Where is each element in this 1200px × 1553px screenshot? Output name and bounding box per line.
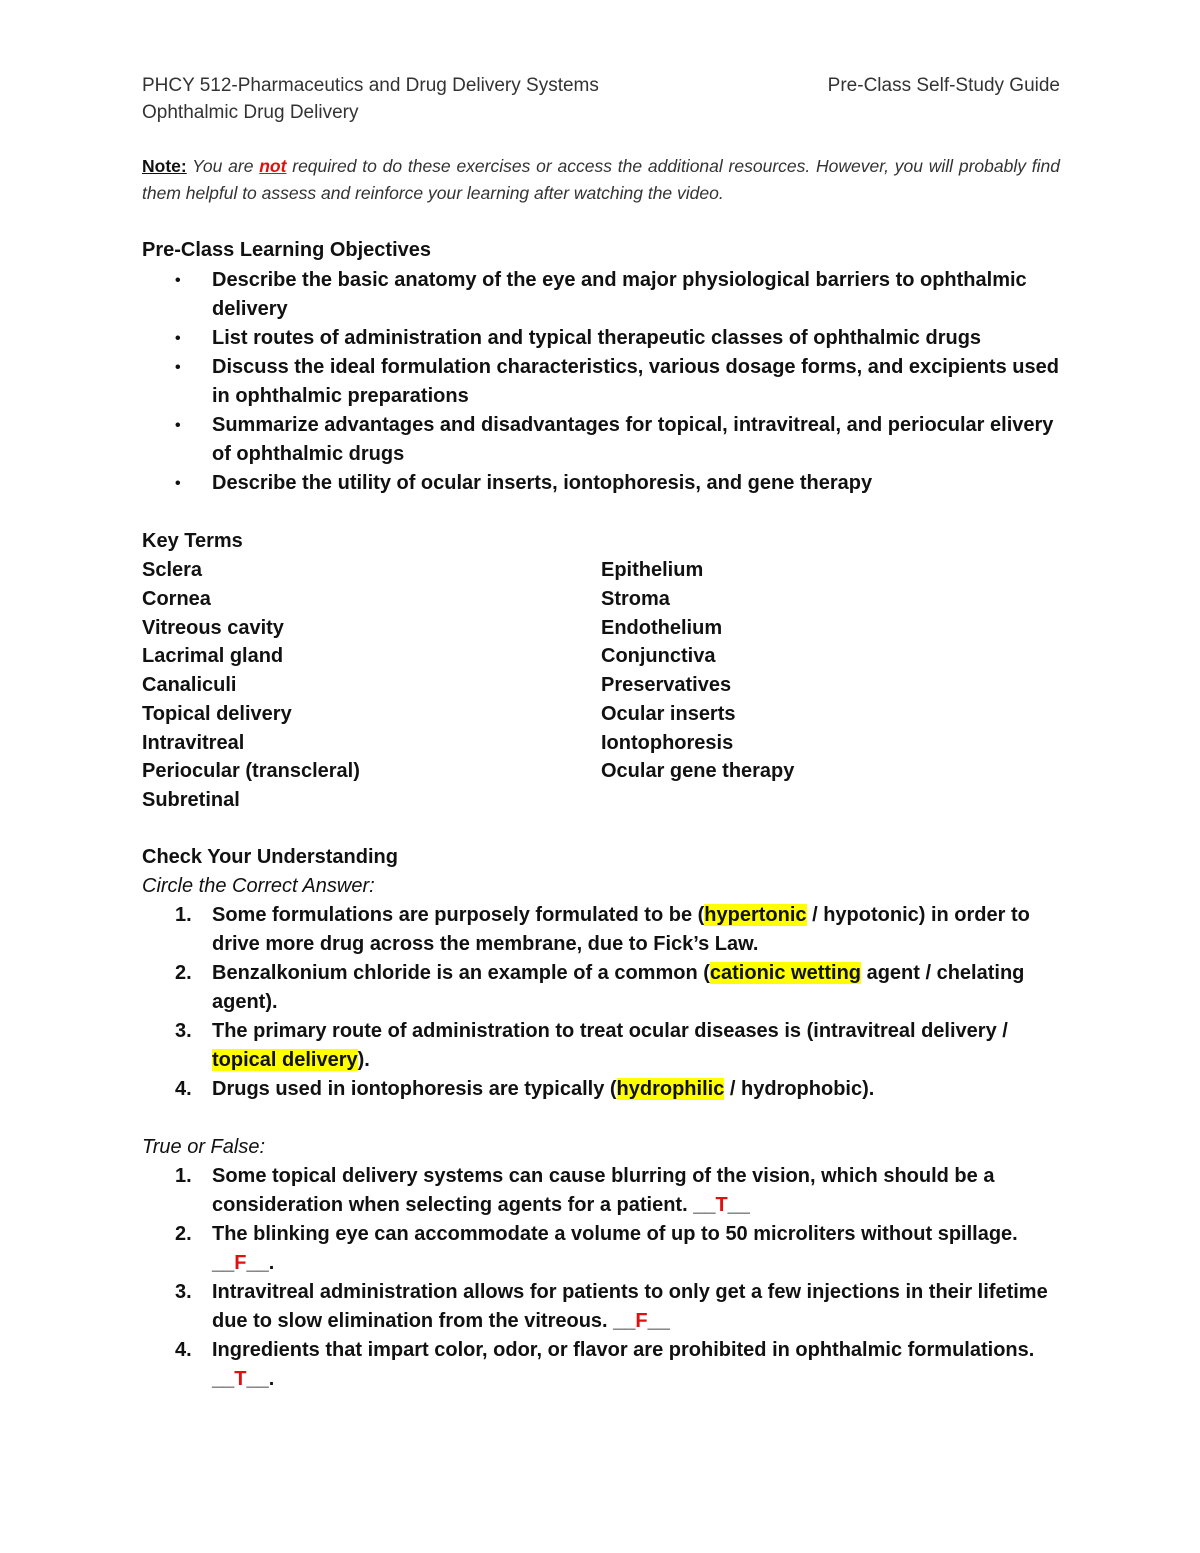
true-false-question: 4. Ingredients that impart color, odor, or flavor are prohibited in ophthalmic formulations. __T__. [142,1336,1060,1394]
bullet-icon: • [175,330,181,347]
check-understanding-heading: Check Your Understanding [142,845,398,868]
question-number: 4. [175,1338,192,1361]
key-terms-right-column [601,556,1060,815]
page-header [142,72,1060,99]
key-term: Lacrimal gland [142,645,284,668]
question-number: 4. [175,1077,192,1100]
key-term: Canaliculi [142,674,237,696]
question-number: 3. [175,1019,192,1042]
objective-item: • Describe the utility of ocular inserts, iontophoresis, and gene therapy [142,469,1060,498]
highlighted-answer: hypertonic [704,903,807,926]
key-term: Cornea [142,587,211,610]
objective-item: • List routes of administration and typical therapeutic classes of ophthalmic drugs [142,324,1060,353]
true-false-list [142,1162,1060,1394]
key-term: Topical delivery [142,702,292,725]
note-text-after: required to do these exercises or access the additional resources. However, you will probably find them helpful to assess and reinforce your learning after watching the video. [142,156,1060,203]
circle-question: 3. The primary route of administration to treat ocular diseases is (intravitreal delivery / topical delivery). [142,1017,1060,1075]
highlighted-answer: hydrophilic [616,1077,725,1100]
key-term: Vitreous cavity [142,616,284,639]
guide-title: Pre-Class Self-Study Guide [827,75,1060,96]
circle-question: 2. Benzalkonium chloride is an example of a common (cationic wetting agent / chelating agent). [142,959,1060,1017]
tf-answer: T [234,1367,247,1390]
key-terms-left-column [142,556,601,815]
note-paragraph [142,153,1060,207]
key-term: Epithelium [601,559,704,581]
circle-question-list [142,901,1060,1104]
objective-item: • Discuss the ideal formulation characteristics, various dosage forms, and excipients used in ophthalmic preparations [142,353,1060,411]
bullet-icon: • [175,475,181,492]
true-false-question: 3. Intravitreal administration allows for patients to only get a few injections in their lifetime due to slow elimination from the vitreous. __F__ [142,1278,1060,1336]
true-false-instruction: True or False: [142,1135,265,1158]
note-label: Note: [142,156,187,176]
key-term: Iontophoresis [601,731,734,754]
tf-answer: T [715,1193,728,1216]
highlighted-answer: cationic wetting [709,961,862,984]
circle-question: 4. Drugs used in iontophoresis are typically (hydrophilic / hydrophobic). [142,1075,1060,1104]
course-title: PHCY 512-Pharmaceutics and Drug Delivery Systems [142,75,599,96]
question-number: 2. [175,961,192,984]
document-page [142,72,1060,1394]
key-terms-heading: Key Terms [142,530,243,552]
bullet-icon: • [175,417,181,434]
highlighted-answer: topical delivery [212,1048,358,1071]
key-term: Preservatives [601,674,732,696]
question-number: 1. [175,903,192,926]
objective-item: • Summarize advantages and disadvantages for topical, intravitreal, and periocular elivery of ophthalmic drugs [142,411,1060,469]
bullet-icon: • [175,359,181,376]
circle-instruction: Circle the Correct Answer: [142,874,375,897]
key-term: Conjunctiva [601,645,716,668]
tf-answer: F [635,1309,648,1332]
objectives-heading: Pre-Class Learning Objectives [142,239,432,261]
key-term: Intravitreal [142,731,245,754]
key-term: Stroma [601,587,670,610]
key-term: Ocular inserts [601,702,736,725]
true-false-question: 1. Some topical delivery systems can cause blurring of the vision, which should be a consideration when selecting agents for a patient. __T__ [142,1162,1060,1220]
key-terms-grid [142,556,1060,815]
key-term: Ocular gene therapy [601,760,795,783]
key-term: Endothelium [601,616,723,639]
objective-item: • Describe the basic anatomy of the eye and major physiological barriers to ophthalmic delivery [142,266,1060,324]
note-emphasis: not [259,156,287,176]
topic-title: Ophthalmic Drug Delivery [142,102,359,123]
true-false-question: 2. The blinking eye can accommodate a volume of up to 50 microliters without spillage. __F__. [142,1220,1060,1278]
question-number: 1. [175,1164,192,1187]
question-number: 2. [175,1222,192,1245]
objectives-list [142,266,1060,498]
key-term: Subretinal [142,789,240,811]
circle-question: 1. Some formulations are purposely formulated to be (hypertonic / hypotonic) in order to drive more drug across the membrane, due to Fick’s Law. [142,901,1060,959]
bullet-icon: • [175,272,181,289]
question-number: 3. [175,1280,192,1303]
tf-answer: F [234,1251,247,1274]
note-text-before: You are [186,156,260,176]
key-term: Sclera [142,559,203,581]
key-term: Periocular (transcleral) [142,760,360,783]
